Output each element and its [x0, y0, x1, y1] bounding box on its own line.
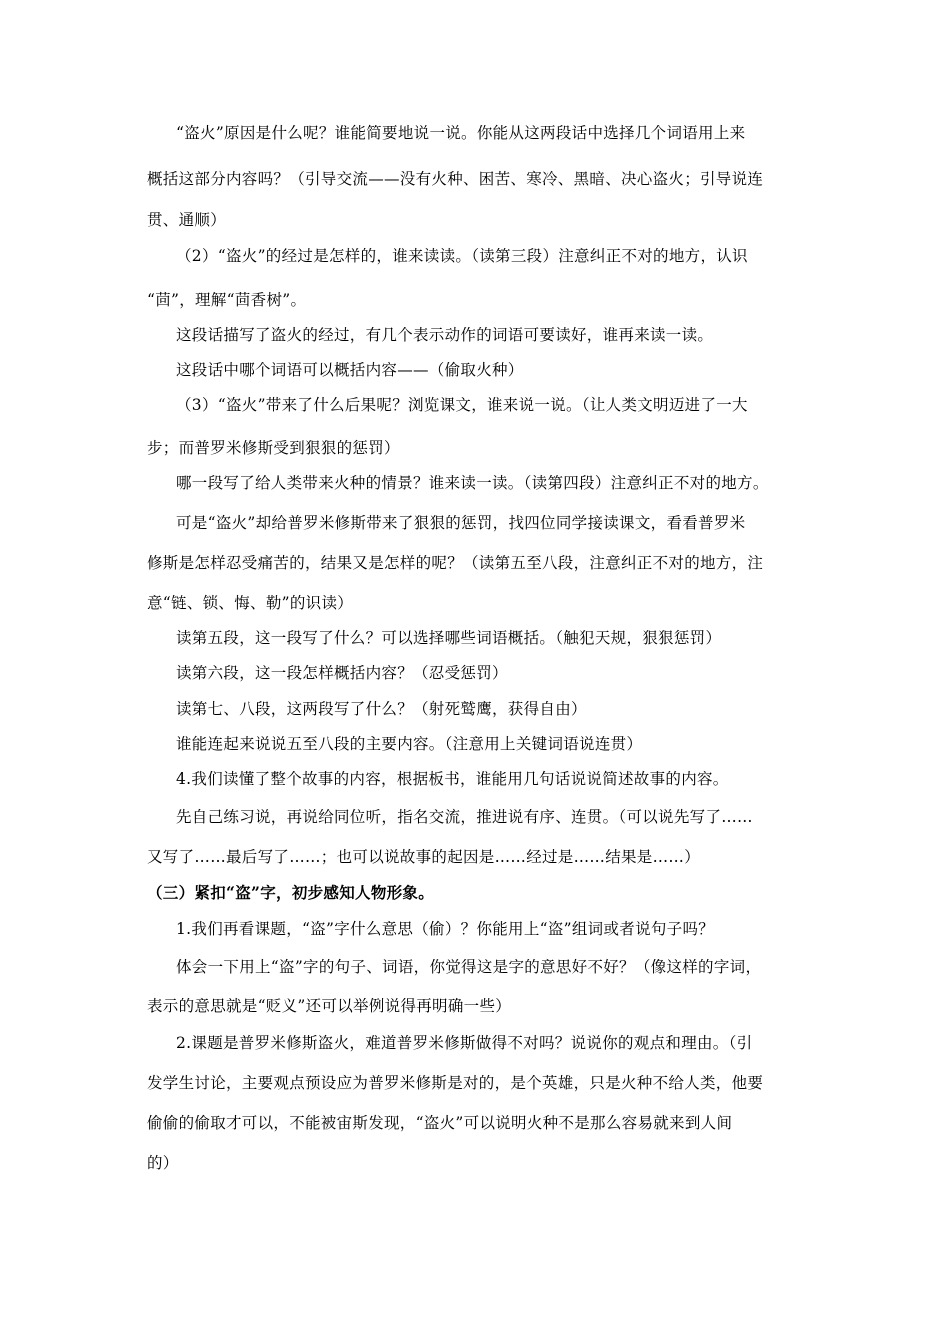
text-line: 2.课题是普罗米修斯盗火，难道普罗米修斯做得不对吗？说说你的观点和理由。（引: [176, 1034, 753, 1052]
text-line: 4.我们读懂了整个故事的内容，根据板书，谁能用几句话说说简述故事的内容。: [176, 770, 729, 788]
text-line: （3）“盗火”带来了什么后果呢？浏览课文，谁来说一说。（让人类文明迈进了一大: [176, 396, 748, 414]
text-line: “盗火”原因是什么呢？谁能简要地说一说。你能从这两段话中选择几个词语用上来: [176, 124, 746, 142]
text-line: 发学生讨论，主要观点预设应为普罗米修斯是对的，是个英雄，只是火种不给人类，他要: [147, 1074, 764, 1092]
text-line: 表示的意思就是“贬义”还可以举例说得再明确一些）: [147, 997, 512, 1015]
text-line: 的）: [147, 1154, 179, 1172]
text-line: 读第六段，这一段怎样概括内容？（忍受惩罚）: [176, 664, 508, 682]
text-line: 体会一下用上“盗”字的句子、词语，你觉得这是字的意思好不好？（像这样的字词，: [176, 958, 762, 976]
text-line: 步；而普罗米修斯受到狠狠的惩罚）: [147, 439, 400, 457]
section-heading: （三）紧扣“盗”字，初步感知人物形象。: [147, 883, 435, 902]
text-line: 这段话中哪个词语可以概括内容——（偷取火种）: [176, 361, 524, 379]
text-line: 谁能连起来说说五至八段的主要内容。（注意用上关键词语说连贯）: [176, 735, 643, 753]
text-line: 1.我们再看课题，“盗”字什么意思（偷）？你能用上“盗”组词或者说句子吗？: [176, 920, 715, 938]
text-line: 概括这部分内容吗？（引导交流——没有火种、困苦、寒冷、黑暗、决心盗火；引导说连: [147, 170, 764, 188]
text-line: 先自己练习说，再说给同位听，指名交流，推进说有序、连贯。（可以说先写了……: [176, 808, 753, 826]
text-line: 修斯是怎样忍受痛苦的，结果又是怎样的呢？（读第五至八段，注意纠正不对的地方，注: [147, 554, 764, 572]
text-line: 可是“盗火”却给普罗米修斯带来了狠狠的惩罚，找四位同学接读课文，看看普罗米: [176, 514, 746, 532]
text-line: 哪一段写了给人类带来火种的情景？谁来读一读。（读第四段）注意纠正不对的地方。: [176, 474, 769, 492]
text-line: 贯、通顺）: [147, 211, 227, 229]
text-line: 这段话描写了盗火的经过，有几个表示动作的词语可要读好，谁再来读一读。: [176, 326, 714, 344]
text-line: 意“链、锁、悔、勒”的识读）: [147, 594, 354, 612]
text-line: “茴”，理解“茴香树”。: [147, 291, 307, 309]
text-line: 读第五段，这一段写了什么？可以选择哪些词语概括。（触犯天规，狠狠惩罚）: [176, 629, 722, 647]
text-line: 读第七、八段，这两段写了什么？（射死鹫鹰，获得自由）: [176, 700, 587, 718]
text-line: 又写了……最后写了……；也可以说故事的起因是……经过是……结果是……）: [147, 848, 701, 866]
text-line: （2）“盗火”的经过是怎样的，谁来读读。（读第三段）注意纠正不对的地方，认识: [176, 247, 748, 265]
text-line: 偷偷的偷取才可以，不能被宙斯发现，“盗火”可以说明火种不是那么容易就来到人间: [147, 1114, 733, 1132]
